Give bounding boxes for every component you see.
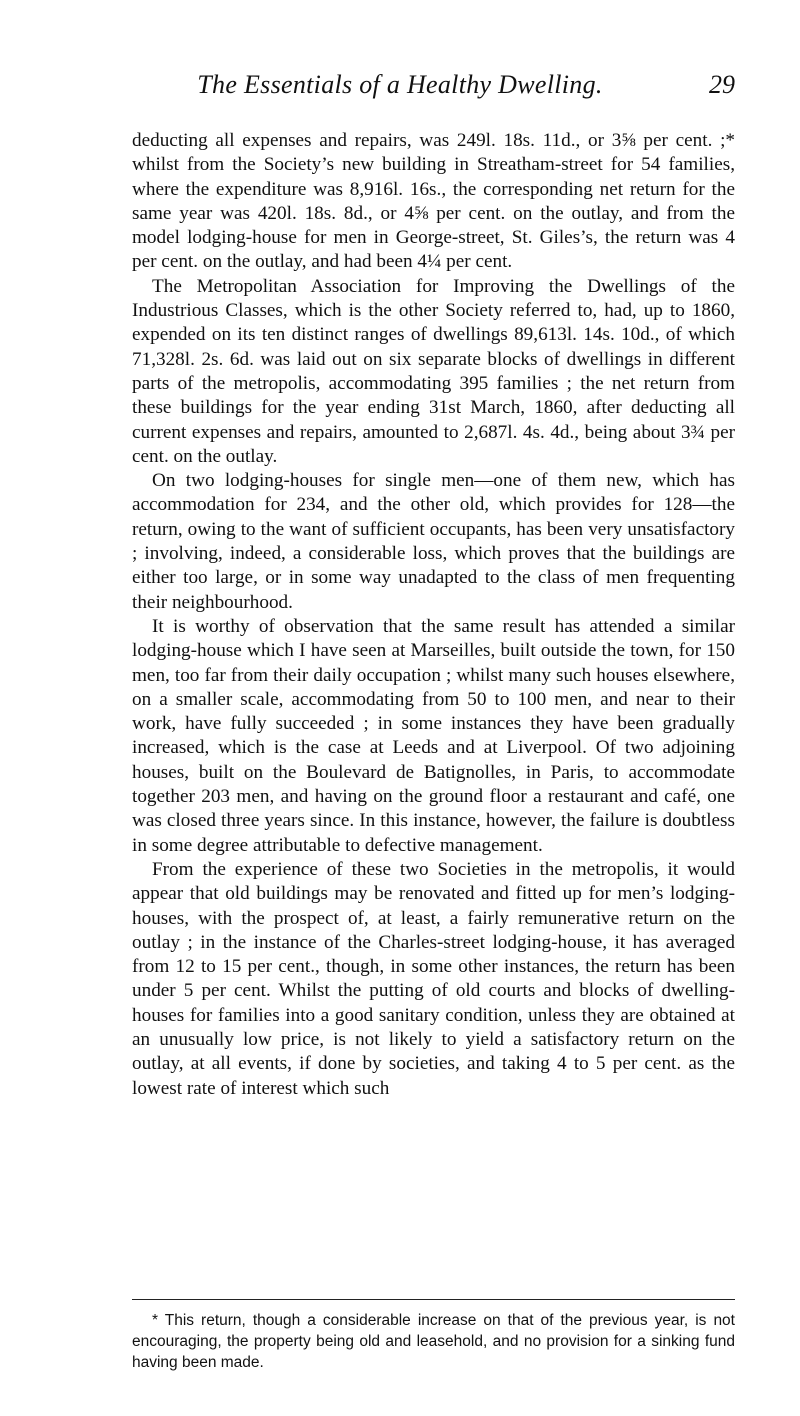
page-number: 29 (709, 70, 735, 99)
paragraph-5: From the experience of these two Societies in the metropolis, it would appear that old buildings may be renovated and fitted up for men’s lodging-houses, with the prospect of, at least, a fairly remunerative return on the outlay ; in the instance of the Charles-street lodging-house, it has averaged from 12 to 15 per cent., though, in some other instances, the return has been under 5 per cent. Whilst the putting of old courts and blocks of dwelling-houses for families into a good sanitary condition, unless they are obtained at an unusually low price, is not likely to yield a satisfactory return on the outlay, at all events, if done by societies, and taking 4 to 5 per cent. as the lowest rate of interest which such (132, 858, 735, 1099)
paragraph-3: On two lodging-houses for single men—one of them new, which has accommodation for 234, and the other old, which provides for 128—the return, owing to the want of sufficient occupants, has been very unsatisfactory ; involving, indeed, a considerable loss, which proves that the buildings are either too large, or in some way unadapted to the class of men frequenting their neighbourhood. (132, 470, 735, 613)
footnote: * This return, though a considerable increase on that of the previous year, is not encouraging, the property being old and leasehold, and no provision for a sinking fund having been made. (132, 1312, 735, 1371)
running-title: The Essentials of a Healthy Dwelling. (197, 70, 603, 99)
footnote-divider (132, 1299, 735, 1300)
paragraph-1: deducting all expenses and repairs, was 249l. 18s. 11d., or 3⅝ per cent. ;* whilst from the Society’s new building in Streatham-street for 54 families, where the expenditure was 8,916l. 16s., the corresponding net return for the same year was 420l. 18s. 8d., or 4⅝ per cent. on the outlay, and from the model lodging-house for men in George-street, St. Giles’s, the return was 4 per cent. on the outlay, and had been 4¼ per cent. (132, 130, 735, 273)
page-header (0, 70, 800, 110)
body-text (132, 129, 735, 1101)
paragraph-2: The Metropolitan Association for Improving the Dwellings of the Industrious Classes, which is the other Society referred to, had, up to 1860, expended on its ten distinct ranges of dwellings 89,613l. 14s. 10d., of which 71,328l. 2s. 6d. was laid out on six separate blocks of dwellings in different parts of the metropolis, accommodating 395 families ; the net return from these buildings for the year ending 31st March, 1860, after deducting all current expenses and repairs, amounted to 2,687l. 4s. 4d., being about 3¾ per cent. on the outlay. (132, 275, 735, 467)
paragraph-4: It is worthy of observation that the same result has attended a similar lodging-house which I have seen at Marseilles, built outside the town, for 150 men, too far from their daily occupation ; whilst many such houses elsewhere, on a smaller scale, accommodating from 50 to 100 men, and near to their work, have fully succeeded ; in some instances they have been gradually increased, which is the case at Leeds and at Liverpool. Of two adjoining houses, built on the Boulevard de Batignolles, in Paris, to accommodate together 203 men, and having on the ground floor a restaurant and café, one was closed three years since. In this instance, however, the failure is doubtless in some degree attributable to defective management. (132, 615, 735, 856)
